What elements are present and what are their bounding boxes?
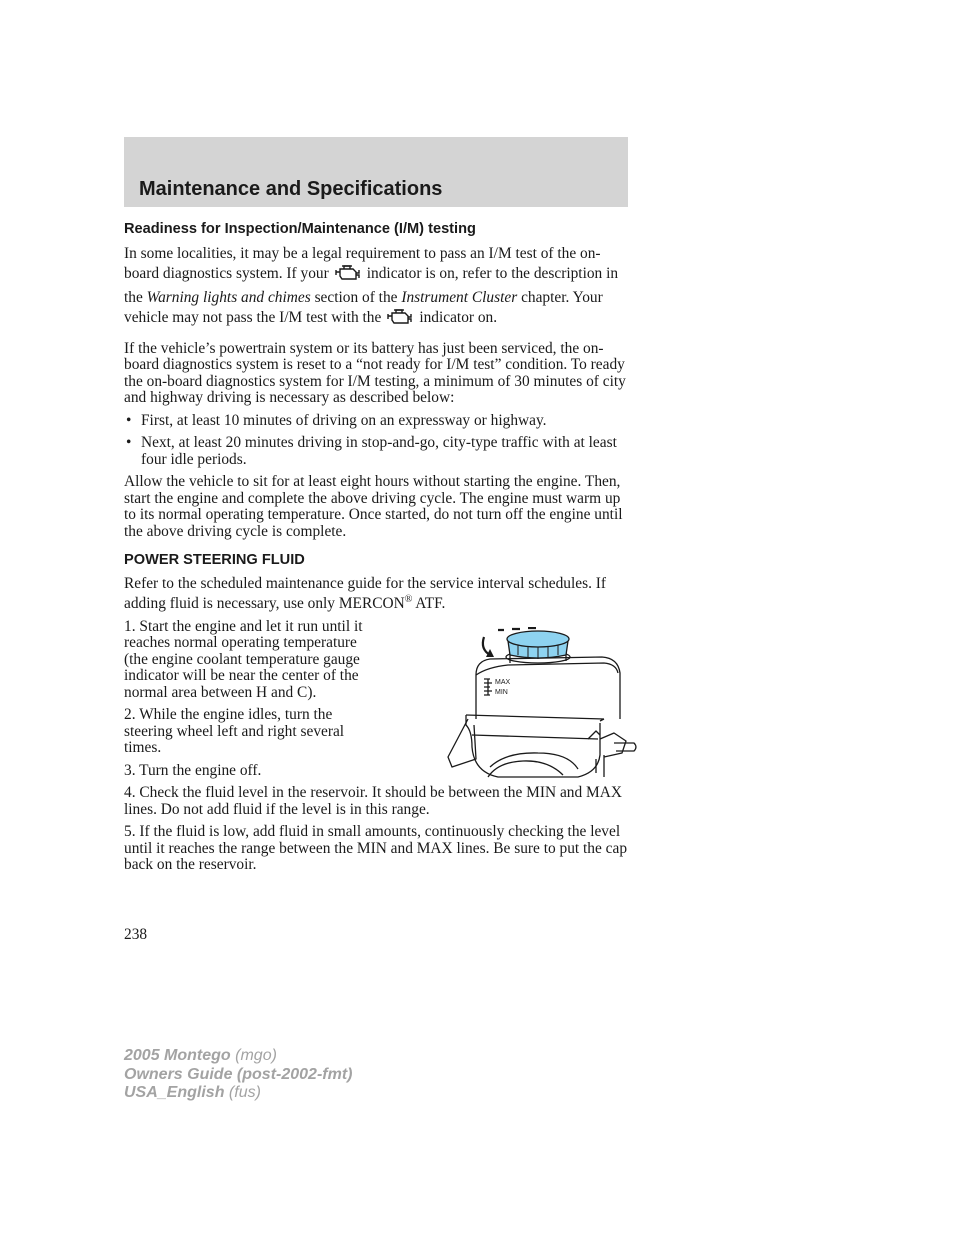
min-label: MIN	[495, 688, 508, 696]
footer-line-2	[124, 1066, 352, 1085]
footer-model-code: (mgo)	[230, 1047, 277, 1064]
psf-intro-text-end: ATF.	[412, 595, 446, 613]
registered-mark: ®	[404, 594, 413, 605]
footer-language-code: (fus)	[224, 1084, 261, 1101]
im-para1-text-a: In some localities, it may be a legal requirement to pass an I/M test of the on-board diagnostics system. If your	[124, 244, 601, 282]
driving-cycle-list	[124, 413, 629, 469]
power-steering-heading: POWER STEERING FLUID	[124, 552, 305, 568]
psf-intro-text: Refer to the scheduled maintenance guide for the service interval schedules. If adding fluid is necessary, use only MERCON	[124, 574, 607, 613]
list-item	[124, 413, 629, 430]
bullet-dot: •	[126, 411, 132, 429]
im-paragraph-2: If the vehicle’s powertrain system or its battery has just been serviced, the on-board diagnostics system is reset to a “not ready for I/M test” condition. To ready the on-board diagnostics system for I/M testing, a minimum of 30 minutes of city and highway driving is necessary as described below:	[124, 339, 626, 406]
footer-line-1	[124, 1047, 352, 1066]
footer-guide: Owners Guide (post-2002-fmt)	[124, 1065, 353, 1083]
im-para1-text-c: section of the	[314, 288, 398, 306]
step-3: 3. Turn the engine off.	[124, 761, 262, 779]
psf-intro	[124, 576, 629, 613]
instrument-cluster-reference: Instrument Cluster	[401, 288, 518, 306]
max-label: MAX	[495, 678, 511, 686]
check-engine-icon	[385, 307, 415, 333]
footer-line-3	[124, 1084, 352, 1103]
im-para1-text-e: indicator on.	[419, 309, 498, 326]
im-testing-heading: Readiness for Inspection/Maintenance (I/M) testing	[124, 221, 476, 237]
im-paragraph-1	[124, 245, 629, 333]
footer-language: USA_English	[124, 1084, 225, 1101]
bullet-dot: •	[126, 434, 132, 451]
list-item-text: Next, at least 20 minutes driving in stop-and-go, city-type traffic with at least four idle periods.	[141, 434, 617, 468]
steps-with-figure	[124, 619, 629, 780]
step-4: 4. Check the fluid level in the reservoir. It should be between the MIN and MAX lines. Do not add fluid if the level is in this range.	[124, 784, 622, 818]
section-title: Maintenance and Specifications	[139, 178, 443, 200]
warning-lights-reference: Warning lights and chimes	[146, 288, 311, 306]
check-engine-icon	[333, 263, 363, 289]
list-item-text: First, at least 10 minutes of driving on an expressway or highway.	[141, 411, 547, 429]
im-paragraph-3: Allow the vehicle to sit for at least eight hours without starting the engine. Then, start the engine and complete the above driving cycle. The engine must warm up to its normal operating temperature. Once started, do not turn off the engine until the above driving cycle is complete.	[124, 473, 623, 540]
step-1: 1. Start the engine and let it run until it reaches normal operating temperature (the engine coolant temperature gauge indicator will be near the center of the normal area between H and C).	[124, 617, 363, 701]
step-2: 2. While the engine idles, turn the steering wheel left and right several times.	[124, 706, 345, 757]
document-footer	[124, 1047, 352, 1103]
list-item	[124, 435, 629, 468]
reservoir-illustration	[428, 627, 643, 792]
page-number: 238	[124, 926, 148, 943]
section-header-band	[124, 137, 628, 207]
page-content	[124, 218, 629, 880]
im-para1-text-b: indicator is on, refer to the description in the	[124, 265, 619, 306]
step-5: 5. If the fluid is low, add fluid in small amounts, continuously checking the level until it reaches the range between the MIN and MAX lines. Be sure to put the cap back on the reservoir.	[124, 823, 628, 874]
footer-model: 2005 Montego	[124, 1047, 231, 1064]
im-para1-text-d: chapter. Your vehicle may not pass the I/M test with the	[124, 288, 603, 326]
